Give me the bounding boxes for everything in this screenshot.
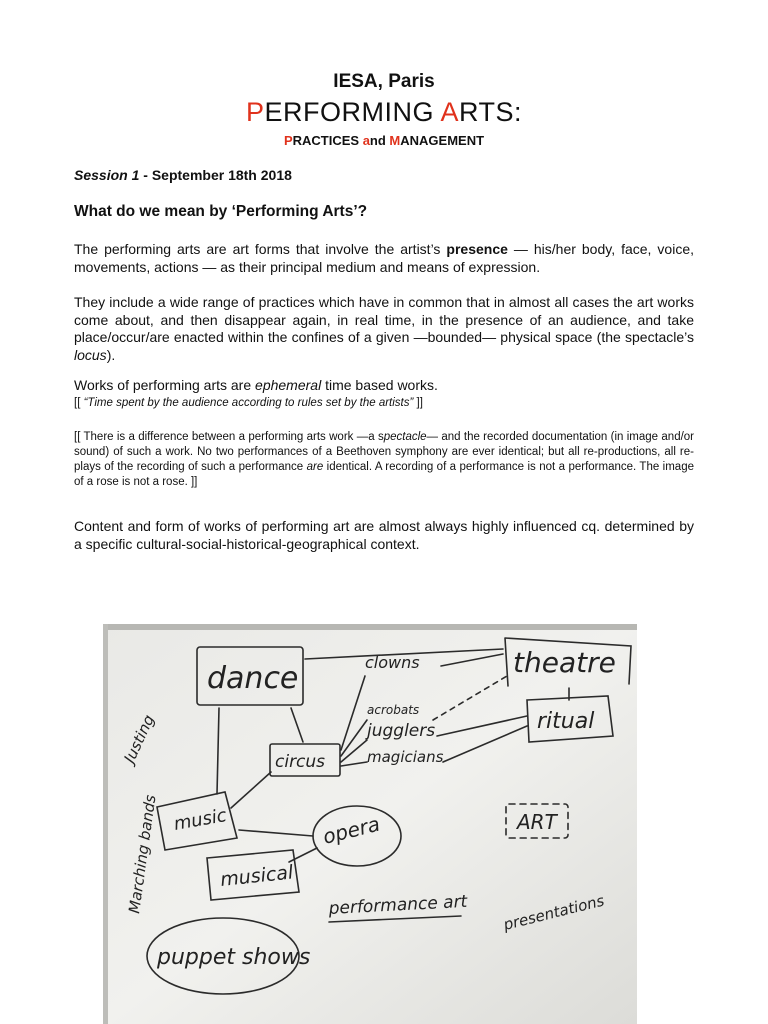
whiteboard-photo bbox=[103, 624, 637, 1024]
institution-heading: IESA, Paris bbox=[333, 71, 435, 92]
section-question: What do we mean by ‘Performing Arts’? bbox=[74, 203, 368, 220]
p3-emphasis: ephemeral bbox=[255, 377, 322, 393]
p1-text-a: The performing arts are art forms that involve the artist’s bbox=[74, 241, 447, 257]
p3-text-a: Works of performing arts are bbox=[74, 377, 256, 393]
wb-opera: opera bbox=[320, 811, 383, 849]
subtitle-initial-m: M bbox=[389, 133, 401, 148]
paragraph-recording bbox=[74, 430, 694, 490]
wb-puppet-shows: puppet shows bbox=[157, 945, 311, 970]
p4-emphasis-spectacle: pectacle bbox=[383, 431, 427, 443]
subtitle-part-nd: nd bbox=[369, 133, 390, 148]
p2-text-a: They include a wide range of practices which have in common that in almost all cases the art works come about, and then disappear again, in real time, in the presence of an audience, and take place/occur/are enacted within the confines of a given —bounded— physical space (the spectacle’s bbox=[74, 294, 694, 345]
wb-acrobats: acrobats bbox=[367, 703, 420, 717]
wb-musical: musical bbox=[219, 861, 295, 891]
paragraph-context: Content and form of works of performing art are almost always highly influenced cq. determined by a specific cultural-social-historical-geographical context. bbox=[74, 518, 694, 552]
p1-emphasis: presence bbox=[446, 241, 508, 257]
document-header bbox=[0, 70, 768, 150]
subtitle-initial-p: P bbox=[283, 133, 293, 148]
wb-performance-art: performance art bbox=[328, 891, 468, 919]
wb-circus: circus bbox=[275, 752, 326, 772]
p4-text-e: identical. A recording of a performance is not a performance. The image of a rose is not a rose. ]] bbox=[74, 461, 694, 488]
p1-text-c: — his/her body, face, voice, movements, actions — as their principal medium and means of expression. bbox=[74, 241, 694, 275]
title-part-erforming: ERFORMING bbox=[264, 97, 441, 127]
main-title bbox=[0, 96, 768, 128]
subtitle-initial-a: a bbox=[362, 133, 370, 148]
p4-text-a: [[ There is a difference between a performing arts work —a s bbox=[74, 431, 384, 443]
wb-theatre: theatre bbox=[513, 646, 616, 679]
session-label: Session 1 bbox=[74, 167, 140, 183]
subtitle-part-ractices: RACTICES bbox=[292, 133, 363, 148]
p3-text-c: time based works. bbox=[321, 377, 438, 393]
p2-emphasis: locus bbox=[74, 346, 107, 363]
title-initial-p: P bbox=[245, 97, 265, 127]
p4-emphasis-are: are bbox=[306, 461, 324, 473]
wb-jousting: Justing bbox=[120, 712, 159, 766]
title-initial-a: A bbox=[440, 97, 460, 127]
whiteboard-frame-left bbox=[103, 624, 108, 1024]
subtitle-part-anagement: ANAGEMENT bbox=[400, 133, 485, 148]
wb-presentations: presentations bbox=[501, 891, 606, 934]
quote-close: ]] bbox=[413, 397, 423, 409]
wb-jugglers: jugglers bbox=[367, 721, 436, 741]
quote-text: “Time spent by the audience according to rules set by the artists” bbox=[83, 397, 414, 409]
quote-time-spent bbox=[74, 396, 694, 411]
paragraph-practices bbox=[74, 294, 694, 364]
wb-dance: dance bbox=[207, 661, 299, 696]
paragraph-presence bbox=[74, 241, 694, 276]
wb-clowns: clowns bbox=[365, 653, 420, 672]
session-line bbox=[74, 167, 292, 183]
whiteboard-frame-top bbox=[103, 624, 637, 630]
wb-magicians: magicians bbox=[367, 748, 444, 766]
session-date: - September 18th 2018 bbox=[139, 167, 292, 183]
p4-text-c: — and the recorded documentation (in image and/or sound) of such a work. No two performances of a Beethoven symphony are ever identical; but all re-productions, all re-plays of the recording of such a performance bbox=[74, 431, 695, 473]
p2-text-c: ). bbox=[106, 346, 116, 363]
wb-art: ART bbox=[517, 810, 557, 834]
wb-music: music bbox=[172, 805, 229, 835]
quote-open: [[ bbox=[74, 397, 84, 409]
paragraph-ephemeral bbox=[74, 377, 694, 395]
title-part-rts: RTS: bbox=[459, 97, 523, 127]
subtitle bbox=[0, 132, 768, 150]
wb-marching-bands: Marching bands bbox=[125, 793, 160, 915]
wb-ritual: ritual bbox=[537, 709, 595, 734]
